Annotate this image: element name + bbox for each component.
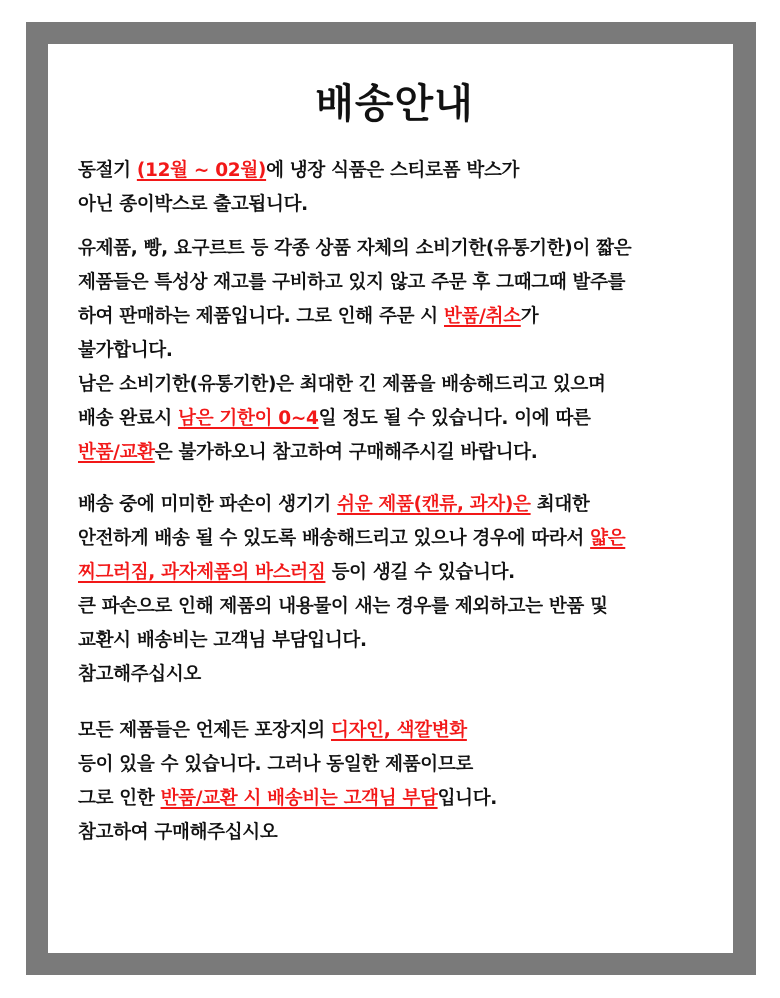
page-title: 배송안내 <box>315 81 474 127</box>
text-line: 배송 중에 미미한 파손이 생기기 쉬운 제품(캔류, 과자)은 최대한 <box>78 494 590 515</box>
text-line: 제품들은 특성상 재고를 구비하고 있지 않고 주문 후 그때그때 발주를 <box>78 272 626 293</box>
highlight-design-color: 디자인, 색깔변화 <box>331 720 467 741</box>
text-line: 큰 파손으로 인해 제품의 내용물이 새는 경우를 제외하고는 반품 및 <box>78 596 608 617</box>
text-line: 찌그러짐, 과자제품의 바스러짐 등이 생길 수 있습니다. <box>78 562 515 583</box>
expiry-paragraph <box>78 232 711 470</box>
text-line: 안전하게 배송 될 수 있도록 배송해드리고 있으나 경우에 따라서 얇은 <box>78 528 626 549</box>
packaging-paragraph <box>78 714 711 850</box>
text-line: 아닌 종이박스로 출고됩니다. <box>78 194 308 215</box>
text-line: 참고해주십시오 <box>78 664 201 685</box>
text-line: 참고하여 구매해주십시오 <box>78 822 278 843</box>
highlight-dents-crumbs: 찌그러짐, 과자제품의 바스러짐 <box>78 562 326 583</box>
highlight-period: (12월 ~ 02월) <box>136 160 267 181</box>
text-line: 반품/교환은 불가하오니 참고하여 구매해주시길 바랍니다. <box>78 442 538 463</box>
damage-paragraph <box>78 488 711 692</box>
highlight-customer-pays: 반품/교환 시 배송비는 고객님 부담 <box>160 788 438 809</box>
winter-shipping-paragraph <box>78 154 711 222</box>
highlight-fragile-products: 쉬운 제품(캔류, 과자)은 <box>337 494 531 515</box>
text-line: 남은 소비기한(유통기한)은 최대한 긴 제품을 배송해드리고 있으며 <box>78 374 606 395</box>
text-line: 등이 있을 수 있습니다. 그러나 동일한 제품이므로 <box>78 754 473 775</box>
text-line: 하여 판매하는 제품입니다. 그로 인해 주문 시 반품/취소가 <box>78 306 539 327</box>
text-line: 유제품, 빵, 요구르트 등 각종 상품 자체의 소비기한(유통기한)이 짧은 <box>78 238 632 259</box>
highlight-remaining-days: 남은 기한이 0~4 <box>178 408 319 429</box>
highlight-return-cancel: 반품/취소 <box>444 306 521 327</box>
text-line: 동절기 (12월 ~ 02월)에 냉장 식품은 스티로폼 박스가 <box>78 160 520 181</box>
text-line: 그로 인한 반품/교환 시 배송비는 고객님 부담입니다. <box>78 788 498 809</box>
highlight-return-exchange: 반품/교환 <box>78 442 155 463</box>
highlight-thin: 얇은 <box>590 528 626 549</box>
text-line: 불가합니다. <box>78 340 173 361</box>
text-line: 배송 완료시 남은 기한이 0~4일 정도 될 수 있습니다. 이에 따른 <box>78 408 591 429</box>
text-line: 모든 제품들은 언제든 포장지의 디자인, 색깔변화 <box>78 720 467 741</box>
notice-sheet <box>48 44 733 953</box>
notice-frame <box>26 22 756 975</box>
text-line: 교환시 배송비는 고객님 부담입니다. <box>78 630 367 651</box>
